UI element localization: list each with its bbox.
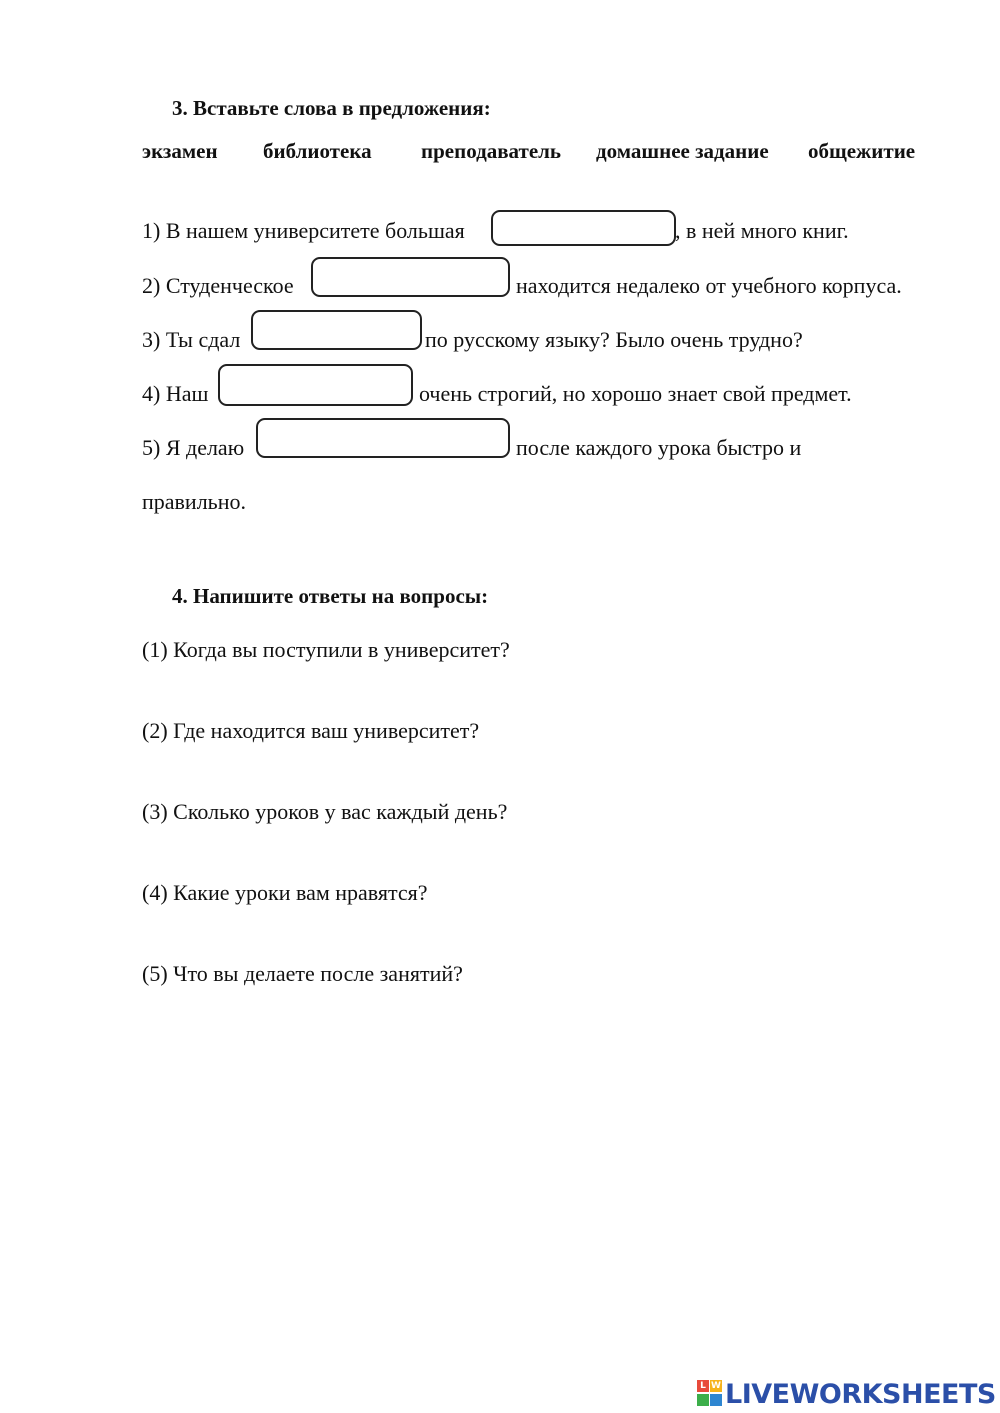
word-bank-item: библиотека (263, 139, 372, 163)
logo-mark-tile (697, 1394, 709, 1406)
question-5: (5) Что вы делаете после занятий? (142, 961, 463, 986)
sentence-4-start: 4) Наш (142, 381, 209, 406)
sentence-3-start: 3) Ты сдал (142, 327, 241, 352)
exercise-3-heading: 3. Вставьте слова в предложения: (172, 96, 491, 120)
liveworksheets-logo (697, 1378, 996, 1410)
sentence-5-continuation: правильно. (142, 489, 246, 514)
logo-mark-letter: L (697, 1380, 709, 1392)
sentence-2-start: 2) Студенческое (142, 273, 294, 298)
word-bank-item: домашнее задание (596, 139, 769, 163)
sentence-5-end: после каждого урока быстро и (516, 435, 802, 460)
liveworksheets-logo-icon (697, 1380, 723, 1408)
answer-blank-3[interactable] (251, 310, 422, 350)
answer-blank-4[interactable] (218, 364, 413, 406)
answer-blank-1[interactable] (491, 210, 676, 246)
question-3: (3) Сколько уроков у вас каждый день? (142, 799, 508, 824)
question-2: (2) Где находится ваш университет? (142, 718, 480, 743)
sentence-1-start: 1) В нашем университете большая (142, 218, 465, 243)
word-bank-item: преподаватель (421, 139, 562, 163)
logo-mark-tile (710, 1394, 722, 1406)
answer-blank-5[interactable] (256, 418, 510, 458)
sentence-2-end: находится недалеко от учебного корпуса. (516, 273, 902, 298)
word-bank-item: общежитие (808, 139, 916, 163)
word-bank-item: экзамен (142, 139, 218, 163)
question-1: (1) Когда вы поступили в университет? (142, 637, 510, 662)
question-4: (4) Какие уроки вам нравятся? (142, 880, 428, 905)
sentence-3-end: по русскому языку? Было очень трудно? (425, 327, 803, 352)
sentence-4-end: очень строгий, но хорошо знает свой предмет. (419, 381, 852, 406)
logo-mark-letter: W (711, 1381, 721, 1391)
logo-text: LIVEWORKSHEETS (725, 1378, 996, 1410)
answer-blank-2[interactable] (311, 257, 510, 297)
sentence-5-start: 5) Я делаю (142, 435, 245, 460)
exercise-4-heading: 4. Напишите ответы на вопросы: (172, 584, 489, 608)
sentence-1-end: , в ней много книг. (675, 218, 849, 243)
